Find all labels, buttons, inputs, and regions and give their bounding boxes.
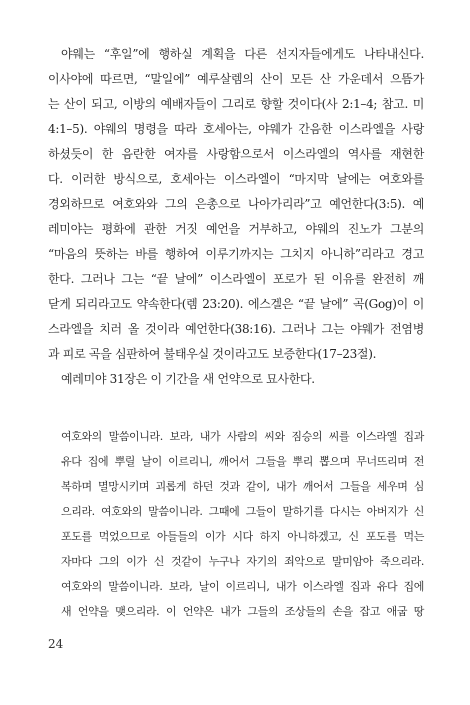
body-text-line: “마음의 뜻하는 바를 행하여 이루기까지는 그치지 아니하”리라고 경고 [48, 247, 424, 261]
quote-text-line: 여호와의 말씀이니라. 보라, 날이 이르리니, 내가 이스라엘 집과 유다 집에 [61, 580, 424, 593]
body-text-line: 경외하므로 여호와와 그의 은총으로 나아가리라”고 예언한다(3:5). 예 [48, 197, 424, 211]
quote-text-line: 자마다 그의 이가 신 것같이 누구나 자기의 죄악으로 말미암아 죽으리라. [61, 555, 424, 568]
quote-text-line: 여호와의 말씀이니라. 보라, 내가 사람의 씨와 짐승의 씨를 이스라엘 집과 [61, 430, 424, 443]
body-text-line: 한다. 그러나 그는 “끝 날에” 이스라엘이 포로가 된 이유를 완전히 깨 [48, 272, 424, 286]
body-text-line: 이사야에 따르면, “말일에” 예루살렘의 산이 모든 산 가운데서 으뜸가 [48, 72, 424, 86]
quote-text-line: 포도를 먹었으므로 아들들의 이가 시다 하지 아니하겠고, 신 포도를 먹는 [61, 530, 424, 543]
quote-text-line: 복하며 멸망시키며 괴롭게 하던 것과 같이, 내가 깨어서 그들을 세우며 심 [61, 480, 424, 493]
body-text-line: 다. 이러한 방식으로, 호세아는 이스라엘이 “마지막 날에는 여호와를 [48, 172, 424, 186]
quote-text-line: 으리라. 여호와의 말씀이니라. 그때에 그들이 말하기를 다시는 아버지가 신 [61, 505, 424, 518]
body-text-line: 닫게 되리라고도 약속한다(렘 23:20). 에스겔은 “끝 날에” 곡(Gog)이 이 [48, 297, 424, 311]
body-text-line: 는 산이 되고, 이방의 예배자들이 그리로 향할 것이다(사 2:1–4; 참고. 미 [48, 97, 424, 111]
body-text-line: 4:1–5). 야웨의 명령을 따라 호세아는, 야웨가 간음한 이스라엘을 사랑 [48, 122, 424, 136]
body-text-line: 레미야는 평화에 관한 거짓 예언을 거부하고, 야웨의 진노가 그분의 [48, 222, 424, 236]
quote-text-line: 새 언약을 맺으리라. 이 언약은 내가 그들의 조상들의 손을 잡고 애굽 땅 [61, 605, 424, 618]
body-text-line: 하셨듯이 한 음란한 여자를 사랑함으로서 이스라엘의 역사를 재현한 [48, 147, 424, 161]
body-text-line: 예레미야 31장은 이 기간을 새 언약으로 묘사한다. [61, 372, 315, 386]
body-text-line: 과 피로 곡을 심판하여 불태우실 것이라고도 보증한다(17–23절). [48, 347, 377, 361]
page-number: 24 [48, 637, 64, 651]
quote-text-line: 유다 집에 뿌릴 날이 이르리니, 깨어서 그들을 뿌리 뽑으며 무너뜨리며 전 [61, 455, 424, 468]
body-text-line: 스라엘을 치러 올 것이라 예언한다(38:16). 그러나 그는 야웨가 전염병 [48, 322, 424, 336]
body-text-line: 야웨는 “후일”에 행하실 계획을 다른 선지자들에게도 나타내신다. [61, 47, 424, 61]
